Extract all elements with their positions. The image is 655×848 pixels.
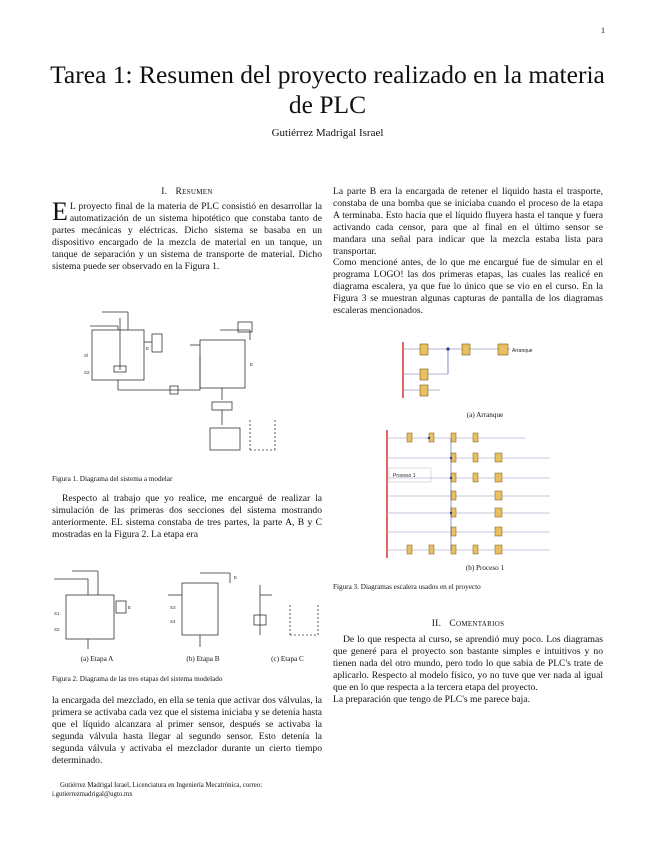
svg-text:Sl: Sl — [84, 353, 89, 358]
svg-text:S2: S2 — [84, 370, 90, 375]
proceso-label: Proceso 1 — [393, 473, 416, 479]
figure-3a-caption: (a) Arranque — [466, 411, 504, 419]
section-1-intro — [52, 197, 322, 272]
svg-text:E: E — [146, 346, 150, 351]
ladder-coil — [498, 344, 508, 355]
figure-3b-ladder-proceso — [385, 428, 585, 560]
figure-3a-ladder-arranque — [400, 340, 570, 400]
paper-title: Tarea 1: Resumen del proyecto realizado en la materia de PLC — [50, 60, 605, 119]
svg-text:S3: S3 — [170, 605, 176, 610]
section-1-title: Resumen — [175, 187, 213, 197]
section-2-body — [333, 634, 603, 705]
section-1-body-2 — [52, 695, 322, 766]
svg-text:S4: S4 — [170, 619, 176, 624]
author-name: Gutiérrez Madrigal Israel — [271, 127, 384, 139]
arranque-label: Arranque — [512, 348, 533, 354]
simulacion-paragraph: Como mencioné antes, de lo que me encargué fue de simular en el programa LOGO! las dos primeras etapas, las cuales las realicé en diagrama escalera, ya que fue lo único que se vio en el curso. En la Figura 3 se muestran algunas capturas de pantalla de los diagramas escaleras mencionados. — [333, 257, 603, 317]
ladder-contact — [420, 385, 428, 396]
figure-3-caption: Figura 3. Diagramas escalera usados en el proyecto — [333, 583, 481, 591]
ladder-contact — [462, 344, 470, 355]
section-2-heading — [333, 619, 603, 629]
comentarios-paragraph: De lo que respecta al curso, se aprendió muy poco. Los diagramas que generé para el proyecto son bastante simples e intuitivos y no tienen nada del otro mundo, pero todo lo que sabía de PLC's trate de aplicarlo. Respecto al modelo físico, yo no tuve que ver nada al igual que en lo que respecta a la tercera etapa del proyecto. — [333, 634, 603, 693]
section-1-body-1 — [52, 493, 322, 541]
svg-text:E: E — [128, 605, 132, 610]
intro-paragraph — [52, 197, 322, 272]
figure-2-caption: Figura 2. Diagrama de las tres etapas del sistema modelado — [52, 675, 223, 683]
svg-text:S1: S1 — [54, 611, 60, 616]
section-1-numeral: I. — [161, 187, 168, 197]
figure-2-stage-b — [158, 565, 248, 650]
figure-1-system-diagram — [80, 300, 285, 465]
parte-b-paragraph: La parte B era la encargada de retener el líquido hasta el trasporte, constaba de una bomba que se iniciaba cuando el proceso de la etapa A terminaba. Esto hacía que el líquido fluyera hasta el tanque y fuera activando cada censor, para que al final en el último sensor se mandara una señal para indicar que la mezcla estaba lista para transportar. — [333, 186, 603, 257]
drop-cap: E — [52, 197, 68, 226]
preparacion-paragraph: La preparación que tengo de PLC's me parece baja. — [333, 693, 530, 705]
figure-3b-caption: (b) Proceso 1 — [465, 564, 505, 572]
ladder-contact — [420, 369, 428, 380]
section-1-heading — [52, 187, 322, 197]
intro-paragraph-text: L proyecto final de la materia de PLC consistió en desarrollar la automatización de un sistema hipotético que constaba tanto de partes mecánicas y eléctricas. Dicho sistema se basaba en un dispositivo encargado de la mezcla de material en un tanque, un tanque de separación y un sistema de transporte de material. Dicho sistema puede ser observado en la Figura 1. — [52, 201, 322, 272]
section-2-title: Comentarios — [449, 619, 505, 629]
figure-2-stage-c — [250, 575, 325, 650]
svg-text:E: E — [234, 575, 238, 580]
right-column-text — [333, 186, 603, 317]
fig1-conveyor — [210, 428, 240, 450]
figure-1-caption: Figura 1. Diagrama del sistema a modelar — [52, 475, 173, 483]
etapas-paragraph: Respecto al trabajo que yo realice, me encargué de realizar la simulación de las primeras dos secciones del sistema mostrando anteriormente. EL sistema constaba de tres partes, la parte A, B y C mostradas en la Figura 2. La etapa era — [52, 493, 322, 540]
ladder-contact — [420, 344, 428, 355]
svg-text:E: E — [250, 362, 254, 367]
figure-2-stage-a — [52, 565, 142, 650]
figure-2c-caption: (c) Etapa C — [271, 655, 304, 663]
footnote: Gutiérrez Madrigal Israel, Licenciatura en Ingeniería Mecatrónica, correo: i.gutierrezmadrigal@ugto.mx — [52, 782, 263, 798]
section-2-numeral: II. — [431, 619, 442, 629]
fig1-tank-a — [92, 330, 144, 380]
figure-2b-caption: (b) Etapa B — [186, 655, 220, 663]
fig1-tank-b — [200, 340, 245, 388]
page-number: 1 — [601, 26, 605, 35]
etapa-a-paragraph: la encargada del mezclado, en ella se tenia que activar dos válvulas, la primera se activaba cada vez que el sistema iniciaba y se detenía hasta que el líquido alcanzara al primer sensor, después se activaba la segunda válvula hasta llegar al segundo sensor. Esto detenía la segunda válvula y activaba el mezclador durante un cierto tiempo determinado. — [52, 695, 322, 766]
figure-2a-caption: (a) Etapa A — [80, 655, 114, 663]
svg-text:S2: S2 — [54, 627, 60, 632]
